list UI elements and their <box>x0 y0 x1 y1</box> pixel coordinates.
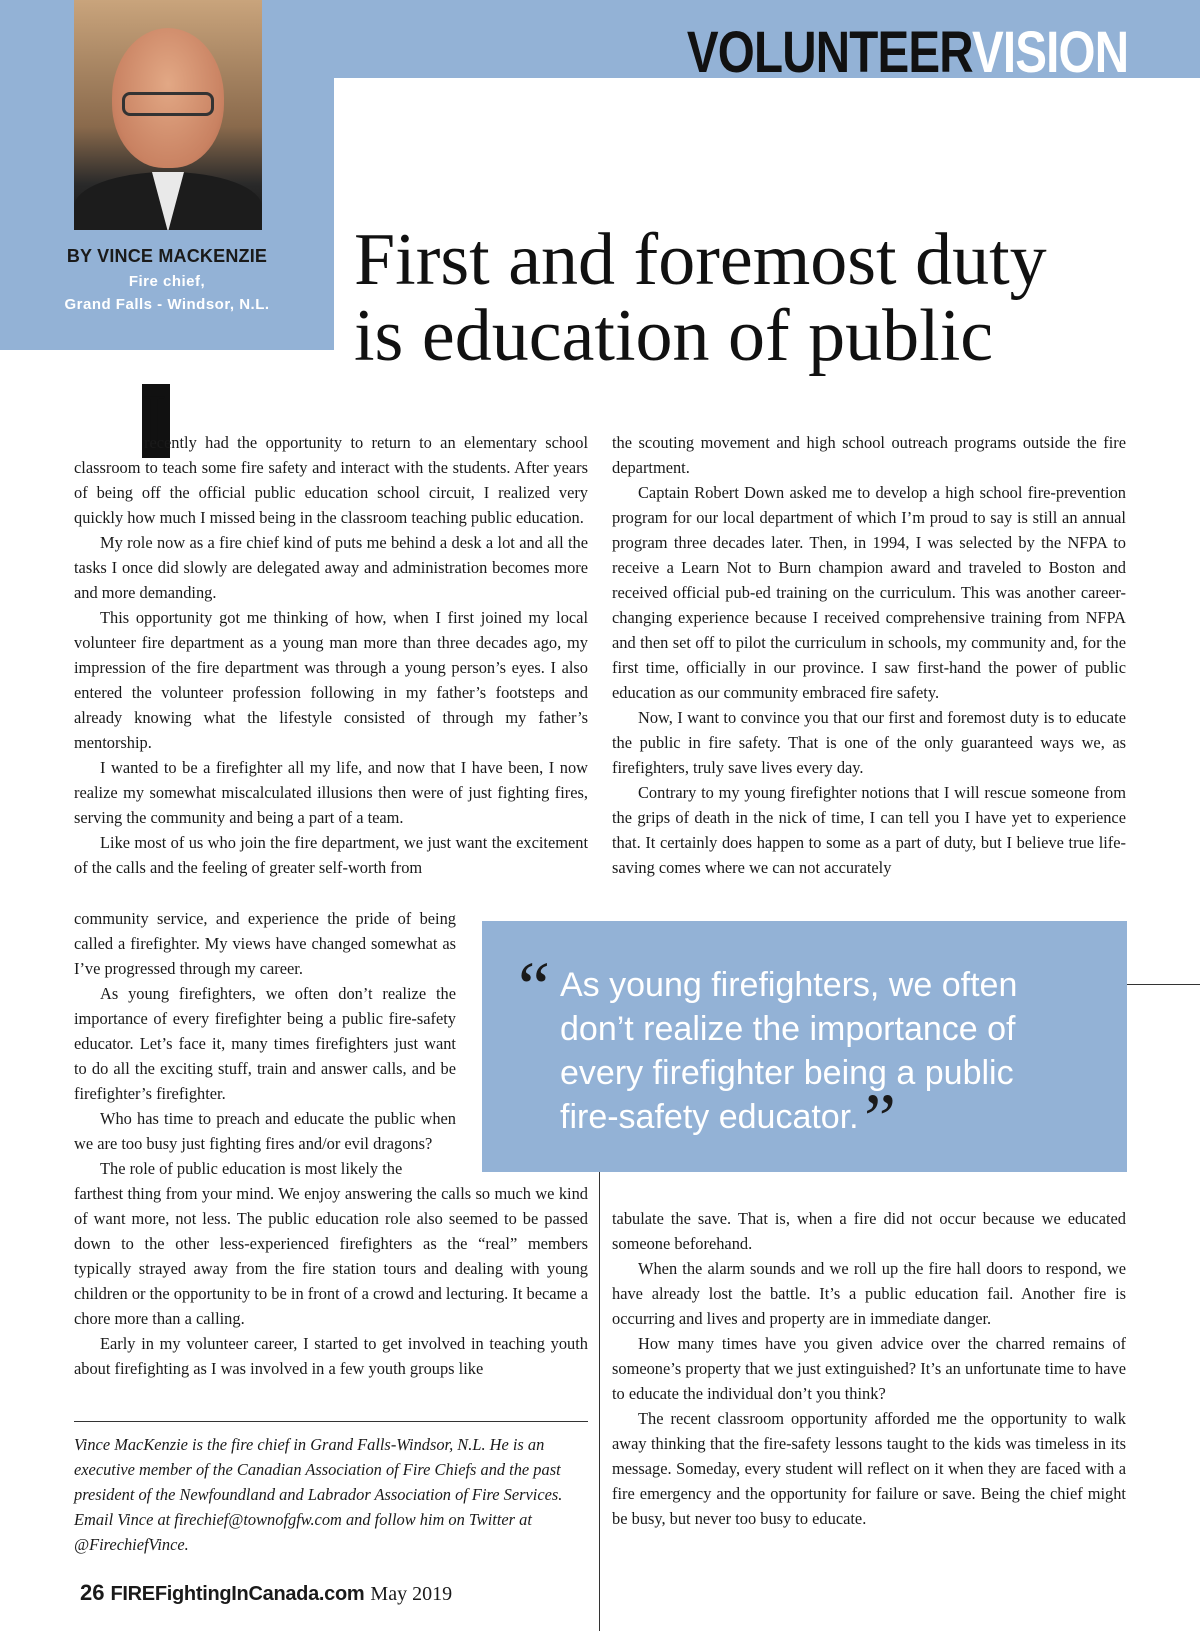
author-bio: Vince MacKenzie is the fire chief in Grand Falls-Windsor, N.L. He is an executive member of the Canadian Association of Fire Chiefs and the past president of the Newfoundland and Labrador Association of Fire Services. Email Vince at firechief@townofgfw.com and follow him on Twitter at @FirechiefVince. <box>74 1435 563 1554</box>
article-column-left-top <box>74 430 588 880</box>
drop-cap: I <box>142 384 170 458</box>
section-header-part2: VISION <box>971 20 1128 85</box>
paragraph: As young firefighters, we often don’t realize the importance of every firefighter being a public fire-safety educator. Let’s face it, many times firefighters just want to do all the exciting stuff, train and answer calls, and be firefighter’s firefighter. <box>74 984 456 1103</box>
article-column-right-top <box>612 430 1126 880</box>
paragraph: farthest thing from your mind. We enjoy answering the calls so much we kind of want more, not less. The public education role also seemed to be passed down to the other less-experienced firefighters as the “real” members typically strayed away from the fire station tours and dealing with young children or the opportunity to be in front of a crowd and lecturing. It became a chore more than a calling. <box>74 1184 588 1328</box>
section-header-part1: VOLUNTEER <box>686 20 972 85</box>
paragraph: Captain Robert Down asked me to develop a high school fire-prevention program for our local department of which I’m proud to say is still an annual program three decades later. Then, in 1994, I was selected by the NFPA to receive a Learn Not to Burn champion award and traveled to Boston and received official pub-ed training on the curriculum. This was another career-changing experience because I received comprehensive training from NFPA and then set off to pilot the curriculum in schools, my community and, for the first time, officially in our province. I saw first-hand the power of public education as our community embraced fire safety. <box>612 483 1126 702</box>
paragraph: My role now as a fire chief kind of puts me behind a desk a lot and all the tasks I once did slowly are delegated away and administration becomes more and more demanding. <box>74 533 588 602</box>
paragraph: the scouting movement and high school outreach programs outside the fire department. <box>612 433 1126 477</box>
section-header <box>687 18 1128 88</box>
author-name: BY VINCE MACKENZIE <box>66 246 268 266</box>
bio-divider <box>74 1421 588 1422</box>
paragraph: Now, I want to convince you that our first and foremost duty is to educate the public in fire safety. That is one of the only guaranteed ways we, as firefighters, truly save lives every day. <box>612 708 1126 777</box>
byline <box>0 246 334 313</box>
article-column-left-mid <box>74 906 456 1181</box>
author-photo <box>74 0 262 230</box>
author-role: Fire chief, <box>128 273 206 290</box>
paragraph: community service, and experience the pride of being called a firefighter. My views have changed somewhat as I’ve progressed through my career. <box>74 909 456 978</box>
publication-site: FIREFightingInCanada.com <box>110 1583 365 1605</box>
paragraph: Like most of us who join the fire department, we just want the excitement of the calls and the feeling of greater self-worth from <box>74 833 588 877</box>
paragraph: The role of public education is most likely the <box>100 1159 403 1178</box>
pull-quote-rule <box>1127 984 1200 985</box>
paragraph: When the alarm sounds and we roll up the fire hall doors to respond, we have already lost the battle. It’s a public education fail. Another fire is occurring and lives and property are in immediate danger. <box>612 1259 1126 1328</box>
issue-date: May 2019 <box>370 1583 453 1605</box>
paragraph: The recent classroom opportunity afforded me the opportunity to walk away thinking that the fire-safety lessons taught to the kids was timeless in its message. Someday, every student will reflect on it when they are faced with a fire emergency and the opportunity for failure or save. Being the chief might be busy, but never too busy to educate. <box>612 1409 1126 1528</box>
paragraph: How many times have you given advice over the charred remains of someone’s property that we just extinguished? It’s an unfortunate time to have to educate the individual don’t you think? <box>612 1334 1126 1403</box>
paragraph: tabulate the save. That is, when a fire did not occur because we educated someone beforehand. <box>612 1209 1126 1253</box>
author-location: Grand Falls - Windsor, N.L. <box>64 296 270 313</box>
page-number: 26 <box>80 1580 105 1605</box>
pull-quote <box>482 921 1127 1172</box>
headline-line-1: First and foremost duty <box>354 219 1047 301</box>
open-quote-mark: “ <box>518 947 550 1027</box>
paragraph: Early in my volunteer career, I started to get involved in teaching youth about firefighting as I was involved in a few youth groups like <box>74 1334 588 1378</box>
column-divider <box>599 1172 600 1631</box>
headline-line-2: is education of public <box>354 295 994 377</box>
close-quote-mark: ” <box>864 1079 896 1159</box>
headline <box>354 219 1174 377</box>
paragraph: This opportunity got me thinking of how, when I first joined my local volunteer fire department as a young man more than three decades ago, my impression of the fire department was through a young person’s eyes. I also entered the volunteer profession following in my father’s footsteps and already knowing what the lifestyle consisted of through my father’s mentorship. <box>74 608 588 752</box>
page-footer <box>80 1579 452 1608</box>
paragraph: I wanted to be a firefighter all my life, and now that I have been, I now realize my somewhat miscalculated illusions then were of just fighting fires, serving the community and being a part of a team. <box>74 758 588 827</box>
paragraph: Contrary to my young firefighter notions that I will rescue someone from the grips of death in the nick of time, I can tell you I have yet to experience that. It certainly does happen to some as a part of duty, but I believe true life-saving comes where we can not accurately <box>612 783 1126 877</box>
article-column-right-bottom <box>612 1206 1126 1531</box>
article-column-left-bottom <box>74 1181 588 1381</box>
paragraph: Who has time to preach and educate the public when we are too busy just fighting fires and/or evil dragons? <box>74 1109 456 1153</box>
paragraph: recently had the opportunity to return to an elementary school classroom to teach some fire safety and interact with the students. After years of being off the official public education school circuit, I realized very quickly how much I missed being in the classroom teaching public education. <box>74 433 588 527</box>
pull-quote-text: As young firefighters, we often don’t realize the importance of every firefighter being a public fire-safety educator. <box>560 966 1018 1136</box>
